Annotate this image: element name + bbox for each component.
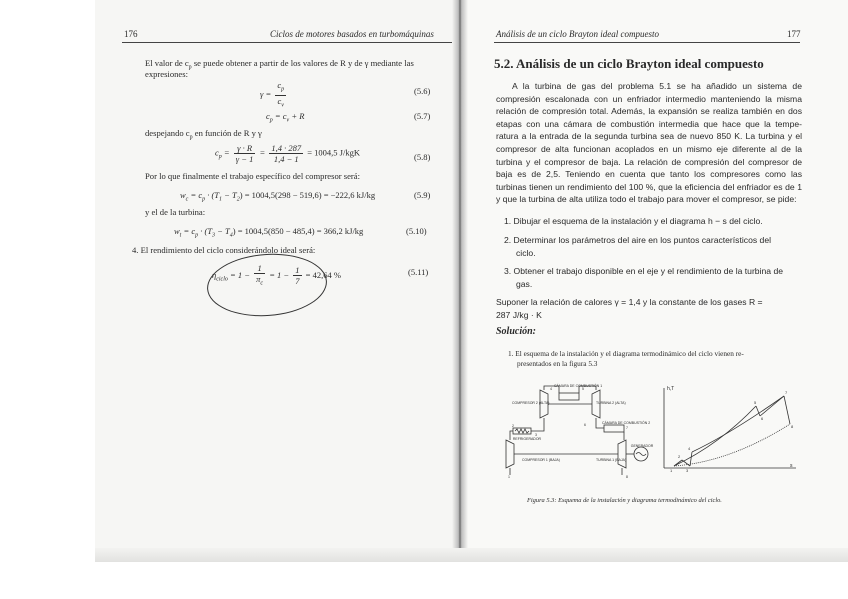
equation-5-9: $w_c = c_p \cdot (T_1 - T_2) = 1004,5(298 - 519,6) = -222,6$ kJ/kg	[180, 190, 376, 203]
right-running-head: Análisis de un ciclo Brayton ideal compuesto	[496, 29, 659, 39]
equation-5-7-tag: (5.7)	[414, 111, 431, 121]
section-title: 5.2. Análisis de un ciclo Brayton ideal compuesto	[494, 56, 764, 71]
figure-caption: Figura 5.3: Esquema de la instalación y diagrama termodinámico del ciclo.	[527, 497, 722, 504]
svg-text:7: 7	[785, 390, 788, 395]
por-lo-que-line: Por lo que finalmente el trabajo específico del compresor será:	[145, 171, 360, 181]
svg-text:4: 4	[688, 446, 691, 451]
compressor-1-shape	[506, 440, 514, 468]
suponer-line-1: Suponer la relación de calores γ = 1,4 y la constante de los gases R =	[496, 297, 763, 307]
y-el-line: y el de la turbina:	[145, 207, 206, 217]
svg-text:1: 1	[670, 468, 673, 473]
book-gutter	[452, 0, 468, 560]
axis-y-label: h,T	[667, 386, 675, 392]
despejando-line: despejando $c_p$ en función de R y γ	[145, 128, 262, 141]
equation-5-10: $w_t = c_p \cdot (T_3 - T_4) = 1004,5(850 - 485,4) = 366,2$ kJ/kg	[174, 226, 364, 239]
axis-x-label: s	[790, 463, 793, 469]
intro-line-2: expresiones:	[145, 69, 188, 79]
equation-5-8: $c_p$ = $\frac{\gamma \cdot R}{\gamma - 1}$ = $\frac{1,4 \cdot 287}{1,4 - 1}$ = 1004,5 J/kgK	[215, 143, 360, 164]
list-item-3-cont: gas.	[516, 279, 533, 289]
equation-5-10-tag: (5.10)	[406, 226, 427, 236]
left-running-head: Ciclos de motores basados en turbomáquinas	[270, 29, 434, 39]
right-page-number: 177	[787, 29, 801, 39]
solution-item-1-cont: presentados en la figura 5.3	[517, 359, 598, 368]
item-4-line: 4. El rendimiento del ciclo considerándolo ideal será:	[132, 245, 316, 255]
suponer-line-2: 287 J/kg · K	[496, 310, 542, 320]
svg-text:5: 5	[582, 387, 584, 391]
installation-schematic	[500, 378, 650, 480]
list-item-2-cont: ciclo.	[516, 248, 536, 258]
intro-line-1: El valor de $c_p$ se puede obtener a partir de los valores de R y de γ mediante las	[145, 58, 414, 71]
svg-text:3: 3	[686, 468, 689, 473]
equation-5-6-tag: (5.6)	[414, 86, 431, 96]
equation-5-8-tag: (5.8)	[414, 152, 431, 162]
combustion-chamber-1-shape	[559, 393, 579, 400]
svg-text:4: 4	[550, 387, 552, 391]
label-generador: GENERADOR	[630, 444, 654, 448]
svg-text:1: 1	[508, 475, 510, 479]
svg-text:2: 2	[678, 454, 681, 459]
left-page-number: 176	[124, 29, 138, 39]
label-turbina-2: TURBINA 2 (ALTA)	[596, 401, 626, 405]
svg-text:2: 2	[512, 424, 514, 428]
label-compresor-2: COMPRESOR 2 (ALTA)	[512, 401, 550, 405]
label-turbina-1: TURBINA 1 (BAJA)	[596, 458, 627, 462]
label-compresor-1: COMPRESOR 1 (BAJA)	[522, 458, 560, 462]
equation-5-6: γ = $\frac{c_p}{c_v}$	[260, 80, 285, 109]
combustion-chamber-2-shape	[604, 425, 624, 432]
equation-5-11: $\eta_{ciclo} = 1$ − $\frac{1}{\pi_c}$ = 1 − $\frac{1}{7}$ = 42,64 %	[212, 263, 341, 287]
problem-paragraph: A la turbina de gas del problema 5.1 se ha añadido un sistema de compresión escalonada con un enfriador intermedio manteniendo la misma relación de compresión total. Además, la expansión se realiza también en dos etapas con una cámara de combustión intermedia que hace que la tempe- ratura a la entrada de la segunda turbina sea de nuevo 850 K. La turbina y el compresor de alta funcionan acoplados en un mismo eje diferente al de la turbina y el compresor de baja. La relación de compresión del compresor de baja es de 2,5. Teniendo en cuenta que tanto los compresores como las turbinas tienen un rendimiento del 100 %, que la eficiencia del enfriador es de 1 y que la turbina de alta utiliza todo el trabajo para mover el compresor, se pide:	[496, 81, 803, 205]
h-s-diagram	[660, 384, 800, 474]
list-item-3: 3. Obtener el trabajo disponible en el eje y el rendimiento de la turbina de	[504, 266, 783, 276]
list-item-1: 1. Dibujar el esquema de la instalación y el diagrama h − s del ciclo.	[504, 216, 763, 226]
solucion-heading: Solución:	[496, 326, 537, 337]
svg-text:3: 3	[535, 433, 537, 437]
svg-text:8: 8	[791, 424, 794, 429]
label-refrigerador: REFRIGERADOR	[512, 437, 542, 441]
solution-item-1: 1. El esquema de la instalación y el diagrama termodinámico del ciclo vienen re-	[508, 349, 744, 358]
equation-5-9-tag: (5.9)	[414, 190, 431, 200]
list-item-2: 2. Determinar los parámetros del aire en los puntos característicos del	[504, 235, 772, 245]
svg-text:8: 8	[626, 475, 628, 479]
page-bottom-edge	[95, 548, 848, 562]
turbine-1-shape	[618, 440, 626, 468]
svg-text:6: 6	[761, 416, 764, 421]
right-header-rule	[494, 42, 800, 43]
equation-5-11-tag: (5.11)	[408, 267, 429, 277]
left-header-rule	[122, 42, 452, 43]
svg-text:7: 7	[626, 426, 628, 430]
svg-text:6: 6	[584, 423, 586, 427]
label-camara-2: CÁMARA DE COMBUSTIÓN 2	[602, 421, 651, 425]
equation-5-7: $c_p = c_v + R$	[266, 111, 305, 124]
label-camara-1: CÁMARA DE COMBUSTIÓN 1	[554, 384, 603, 388]
svg-text:5: 5	[754, 400, 757, 405]
